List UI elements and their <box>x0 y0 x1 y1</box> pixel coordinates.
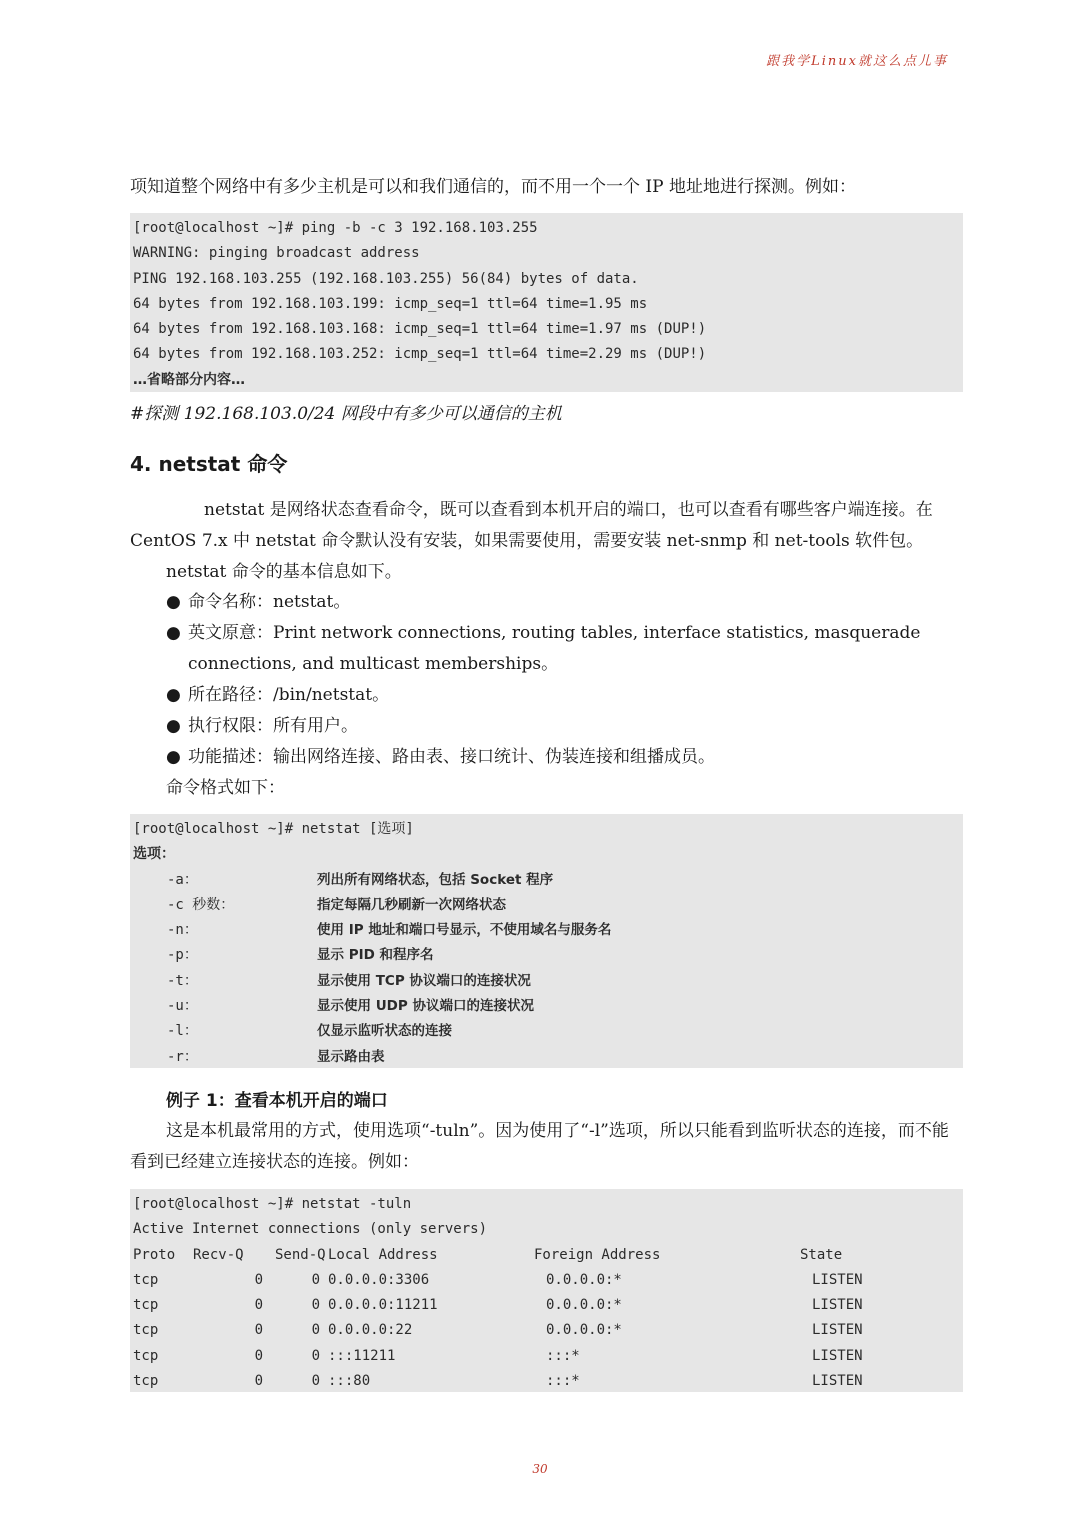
code-line: [root@localhost ~]# netstat [选项] <box>133 821 414 837</box>
code-line: 64 bytes from 192.168.103.168: icmp_seq=1 ttl=64 time=1.97 ms (DUP!) <box>133 321 707 338</box>
running-header: 跟我学Linux就这么点儿事 <box>766 54 948 69</box>
list-item: ● 所在路径：/bin/netstat。 <box>164 680 964 711</box>
option-row: -r： 显示路由表 <box>167 1048 385 1065</box>
option-row: -t： 显示使用 TCP 协议端口的连接状况 <box>167 972 531 989</box>
list-item: ● 英文原意：Print network connections, routing tables, interface statistics, masquerade connections, and multicast memberships。 <box>164 618 964 680</box>
netstat-output-block <box>130 1189 963 1392</box>
example-paragraph: 这是本机最常用的方式，使用选项“-tuln”。因为使用了“-l”选项，所以只能看到监听状态的连接，而不能看到已经建立连接状态的连接。例如： <box>130 1121 949 1172</box>
list-item: ● 功能描述：输出网络连接、路由表、接口统计、伪装连接和组播成员。 <box>164 742 964 773</box>
code-line: WARNING: pinging broadcast address <box>133 245 420 262</box>
bullet-icon: ● <box>166 592 181 612</box>
options-label: 选项： <box>133 846 175 863</box>
ping-code-block <box>130 213 963 392</box>
table-row: tcp 0 0 0.0.0.0:11211 0.0.0.0:* LISTEN <box>133 1297 863 1314</box>
code-line: [root@localhost ~]# ping -b -c 3 192.168.103.255 <box>133 220 538 236</box>
basic-info-list <box>164 587 964 773</box>
basic-info-intro: netstat 命令的基本信息如下。 <box>166 562 402 582</box>
list-item: ● 命令名称：netstat。 <box>164 587 964 618</box>
option-row: -c 秒数： 指定每隔几秒刷新一次网络状态 <box>167 896 506 913</box>
bullet-icon: ● <box>166 716 181 736</box>
code-line: Active Internet connections (only servers) <box>133 1221 488 1238</box>
page-number: 30 <box>532 1462 548 1476</box>
option-row: -n： 使用 IP 地址和端口号显示，不使用域名与服务名 <box>167 922 612 939</box>
section-heading: 4. netstat 命令 <box>130 452 288 476</box>
option-row: -p： 显示 PID 和程序名 <box>167 947 434 964</box>
table-row: tcp 0 0 :::11211 :::* LISTEN <box>133 1347 863 1364</box>
code-line: 64 bytes from 192.168.103.199: icmp_seq=1 ttl=64 time=1.95 ms <box>133 295 648 312</box>
section-intro-paragraph: netstat 是网络状态查看命令，既可以查看到本机开启的端口，也可以查看有哪些客户端连接。在 CentOS 7.x 中 netstat 命令默认没有安装，如果需要使用，需要安装 net-snmp 和 net-tools 软件包。 <box>130 500 933 551</box>
format-intro: 命令格式如下： <box>166 778 285 798</box>
option-row: -l： 仅显示监听状态的连接 <box>167 1023 452 1040</box>
intro-line: 项知道整个网络中有多少主机是可以和我们通信的，而不用一个一个 IP 地址地进行探测。例如： <box>130 177 856 197</box>
bullet-icon: ● <box>166 685 181 705</box>
table-header: Proto Recv-Q Send-Q Local Address Foreign Address State <box>133 1246 843 1263</box>
bullet-icon: ● <box>166 623 181 643</box>
code-line: [root@localhost ~]# netstat -tuln <box>133 1196 412 1212</box>
syntax-code-block <box>130 814 963 1068</box>
table-row: tcp 0 0 0.0.0.0:22 0.0.0.0:* LISTEN <box>133 1322 863 1339</box>
code-line: PING 192.168.103.255 (192.168.103.255) 56(84) bytes of data. <box>133 270 639 287</box>
table-row: tcp 0 0 :::80 :::* LISTEN <box>133 1373 863 1390</box>
ping-comment: #探测 192.168.103.0/24 网段中有多少可以通信的主机 <box>130 404 562 424</box>
table-row: tcp 0 0 0.0.0.0:3306 0.0.0.0:* LISTEN <box>133 1271 863 1288</box>
list-item: ● 执行权限：所有用户。 <box>164 711 964 742</box>
option-row: -a： 列出所有网络状态，包括 Socket 程序 <box>167 871 554 888</box>
option-row: -u： 显示使用 UDP 协议端口的连接状况 <box>167 998 534 1015</box>
bullet-icon: ● <box>166 747 181 767</box>
code-line: 64 bytes from 192.168.103.252: icmp_seq=1 ttl=64 time=2.29 ms (DUP!) <box>133 346 707 363</box>
omitted-note: …省略部分内容… <box>133 371 245 388</box>
example-title: 例子 1：查看本机开启的端口 <box>166 1091 388 1111</box>
